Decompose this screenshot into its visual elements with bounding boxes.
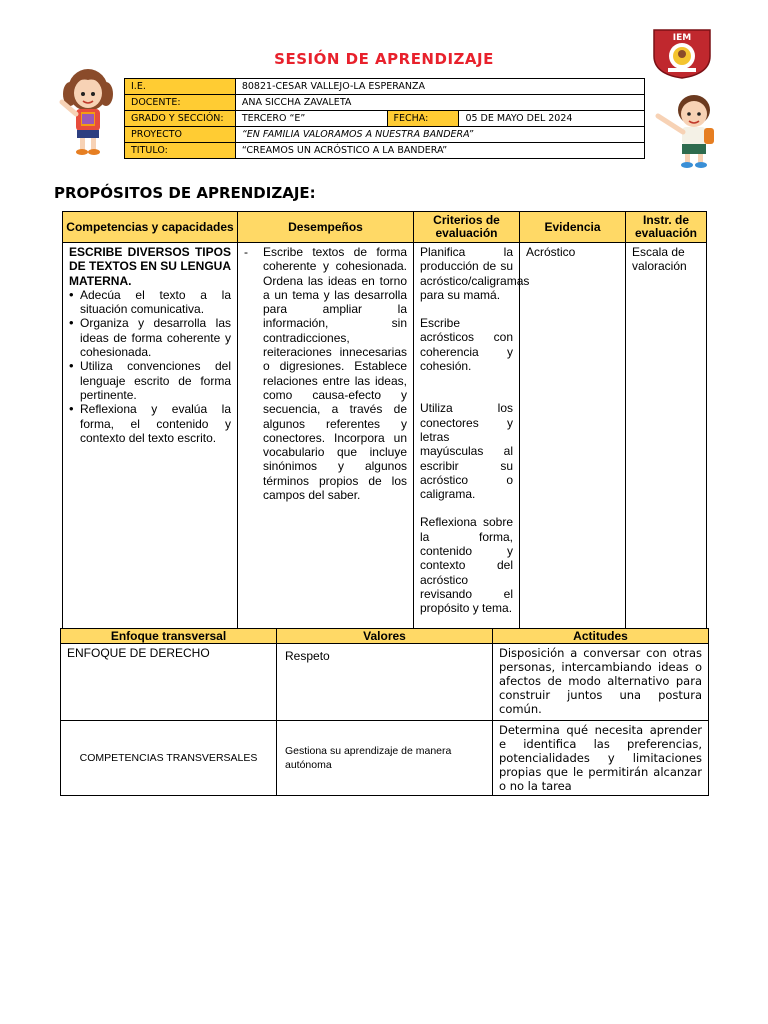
session-info-table [124,78,645,159]
info-row-docente [125,95,645,111]
enfoque-cell: ENFOQUE DE DERECHO [61,644,277,721]
table-row [61,721,709,796]
actitud-cell: Determina qué necesita aprender e identifica las preferencias, potencialidades y limitaciones propias que le permitirán alcanzar o no la tarea [493,721,709,796]
list-item: • Organiza y desarrolla las ideas de forma coherente y cohesionada. [69,316,231,359]
header-evidencia: Evidencia [520,212,626,243]
dash-bullet: - [244,245,248,259]
docente-value: ANA SICCHA ZAVALETA [235,95,644,111]
table-header-row [61,629,709,644]
ie-value: 80821-CESAR VALLEJO-LA ESPERANZA [235,79,644,95]
criterio-item: Planifica la producción de su acróstico/caligramas para su mamá. [420,245,530,302]
evidencia-cell: Acróstico [520,243,626,633]
table-row [63,243,707,633]
actitud-cell: Disposición a conversar con otras personas, intercambiando ideas o afectos de modo alternativo para construir juntos una postura común. [493,644,709,721]
criterio-item: Reflexiona sobre la forma, contenido y contexto del acróstico revisando el propósito y tema. [420,515,513,616]
boy-student-illustration [650,90,728,170]
girl-student-illustration [54,64,118,158]
titulo-label: TITULO: [125,143,236,159]
page-title: SESIÓN DE APRENDIZAJE [274,50,494,68]
header-valores: Valores [277,629,493,644]
desempeno-text: Escribe textos de forma coherente y cohesionada. Ordena las ideas en torno a un tema y las desarrolla para ampliar la información, sin contradicciones, reiteraciones innecesarias o digresiones. Establece relaciones entre las ideas, como causa-efecto y secuencia, a través de algunos referentes y conectores. Incorpora un vocabulario que incluye sinónimos y algunos términos propios de los campos del saber. [263,245,407,503]
header-actitudes: Actitudes [493,629,709,644]
header-criterios: Criterios de evaluación [414,212,520,243]
table-header-row [63,212,707,243]
titulo-value: “CREAMOS UN ACRÓSTICO A LA BANDERA” [235,143,644,159]
instrumento-cell: Escala de valoración [626,243,707,633]
header-competencias: Competencias y capacidades [63,212,238,243]
grado-value: TERCERO “E” [235,111,387,127]
info-row-ie [125,79,645,95]
grado-label: GRADO Y SECCIÓN: [125,111,236,127]
competencia-title: ESCRIBE DIVERSOS TIPOS DE TEXTOS EN SU LENGUA MATERNA. [69,245,231,288]
info-row-proyecto [125,127,645,143]
table-row [61,644,709,721]
criterios-cell [414,243,530,633]
list-item: • Reflexiona y evalúa la forma, el contenido y contexto del texto escrito. [69,402,231,445]
fecha-label: FECHA: [387,111,459,127]
school-shield-logo [648,26,716,80]
valor-cell: Gestiona su aprendizaje de manera autónoma [277,721,493,796]
header-desempenos: Desempeños [238,212,414,243]
list-item: • Adecúa el texto a la situación comunicativa. [69,288,231,317]
docente-label: DOCENTE: [125,95,236,111]
capacidades-list [69,288,231,445]
learning-purposes-table [62,211,707,633]
proyecto-label: PROYECTO [125,127,236,143]
header-enfoque: Enfoque transversal [61,629,277,644]
enfoque-cell: COMPETENCIAS TRANSVERSALES [61,721,277,796]
list-item: • Utiliza convenciones del lenguaje escrito de forma pertinente. [69,359,231,402]
enfoque-transversal-table [60,628,709,796]
propositos-heading: PROPÓSITOS DE APRENDIZAJE: [54,184,316,202]
proyecto-value: “EN FAMILIA VALORAMOS A NUESTRA BANDERA” [235,127,644,143]
logo-text: IEM [672,33,692,43]
fecha-value: 05 DE MAYO DEL 2024 [459,111,645,127]
criterio-item: Utiliza los conectores y letras mayúsculas al escribir su acróstico o caligrama. [420,401,513,502]
desempenos-cell [238,243,414,633]
valor-cell: Respeto [277,644,493,721]
competencias-cell [63,243,238,633]
header-instrumento: Instr. de evaluación [626,212,707,243]
info-row-grado [125,111,645,127]
criterio-item: Escribe acrósticos con coherencia y cohesión. [420,316,513,374]
info-row-titulo [125,143,645,159]
ie-label: I.E. [125,79,236,95]
